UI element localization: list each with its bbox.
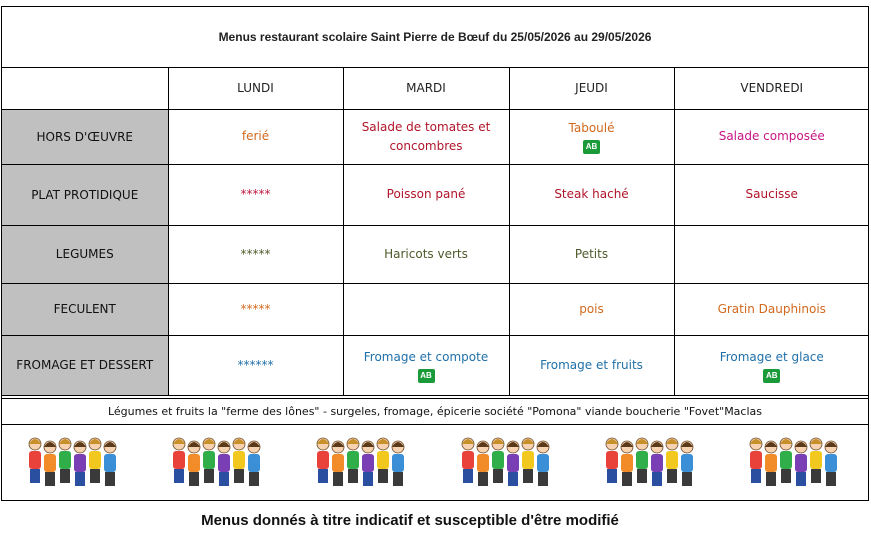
menu-cell xyxy=(509,225,674,283)
menu-cell xyxy=(674,283,869,335)
dish-text: Fromage et fruits xyxy=(540,357,643,372)
organic-ab-icon: AB xyxy=(583,140,600,154)
menu-cell xyxy=(509,109,674,164)
menu-cell xyxy=(509,335,674,395)
day-header: VENDREDI xyxy=(674,67,869,109)
menu-table xyxy=(2,67,869,396)
menu-cell xyxy=(509,283,674,335)
dish-text: Poisson pané xyxy=(386,187,466,201)
row-header: HORS D'ŒUVRE xyxy=(2,109,168,164)
children-group-icon xyxy=(460,432,555,494)
organic-ab-icon: AB xyxy=(418,369,435,383)
day-header: LUNDI xyxy=(168,67,343,109)
dish-text: Salade de tomates et concombres xyxy=(361,119,491,153)
menu-row xyxy=(2,283,869,335)
menu-cell xyxy=(674,225,869,283)
dish-text: Petits xyxy=(574,246,609,261)
dish-text: Saucisse xyxy=(745,187,798,201)
menu-cell xyxy=(509,164,674,225)
menu-row xyxy=(2,225,869,283)
menu-cell xyxy=(674,335,869,395)
children-group-icon xyxy=(315,432,410,494)
disclaimer-note: Menus donnés à titre indicatif et susceptible d'être modifié xyxy=(201,512,619,529)
dish-text: Taboulé xyxy=(568,121,615,135)
menu-cell xyxy=(343,109,509,164)
day-header: MARDI xyxy=(343,67,509,109)
dish-text: Haricots verts xyxy=(384,246,468,261)
children-group-icon xyxy=(171,432,266,494)
row-header: FROMAGE ET DESSERT xyxy=(2,335,168,395)
menu-cell xyxy=(343,335,509,395)
dish-text: Steak haché xyxy=(554,187,629,201)
menu-cell xyxy=(168,335,343,395)
row-header: FECULENT xyxy=(2,283,168,335)
menu-sheet xyxy=(1,6,869,501)
dish-text: ferié xyxy=(241,129,270,143)
dish-text: pois xyxy=(579,301,604,316)
menu-cell xyxy=(168,109,343,164)
day-header-row xyxy=(2,67,869,109)
day-header: JEUDI xyxy=(509,67,674,109)
corner-cell xyxy=(2,67,168,109)
menu-title: Menus restaurant scolaire Saint Pierre de Bœuf du 25/05/2026 au 29/05/2026 xyxy=(2,7,868,68)
dish-text: Fromage et compote xyxy=(363,349,489,364)
menu-row xyxy=(2,335,869,395)
children-group-icon xyxy=(604,432,699,494)
supplier-footer: Légumes et fruits la "ferme des lônes" - surgeles, fromage, épicerie société "Pomona" viande boucherie "Fovet"Maclas xyxy=(2,398,868,425)
menu-cell xyxy=(168,164,343,225)
dish-text: ****** xyxy=(237,357,274,372)
children-group-icon xyxy=(27,432,122,494)
dish-text: ***** xyxy=(240,301,271,316)
menu-cell xyxy=(168,225,343,283)
menu-cell xyxy=(343,225,509,283)
dish-text: ***** xyxy=(240,246,271,261)
menu-row xyxy=(2,109,869,164)
menu-cell xyxy=(674,164,869,225)
dish-text: ***** xyxy=(240,187,271,201)
menu-cell xyxy=(168,283,343,335)
dish-text: Fromage et glace xyxy=(719,349,824,364)
menu-cell xyxy=(343,164,509,225)
children-banner xyxy=(2,425,868,500)
row-header: LEGUMES xyxy=(2,225,168,283)
menu-row xyxy=(2,164,869,225)
menu-cell xyxy=(343,283,509,335)
organic-ab-icon: AB xyxy=(763,369,780,383)
menu-cell xyxy=(674,109,869,164)
dish-text: Salade composée xyxy=(718,129,825,143)
row-header: PLAT PROTIDIQUE xyxy=(2,164,168,225)
dish-text: Gratin Dauphinois xyxy=(717,301,826,316)
children-group-icon xyxy=(748,432,843,494)
